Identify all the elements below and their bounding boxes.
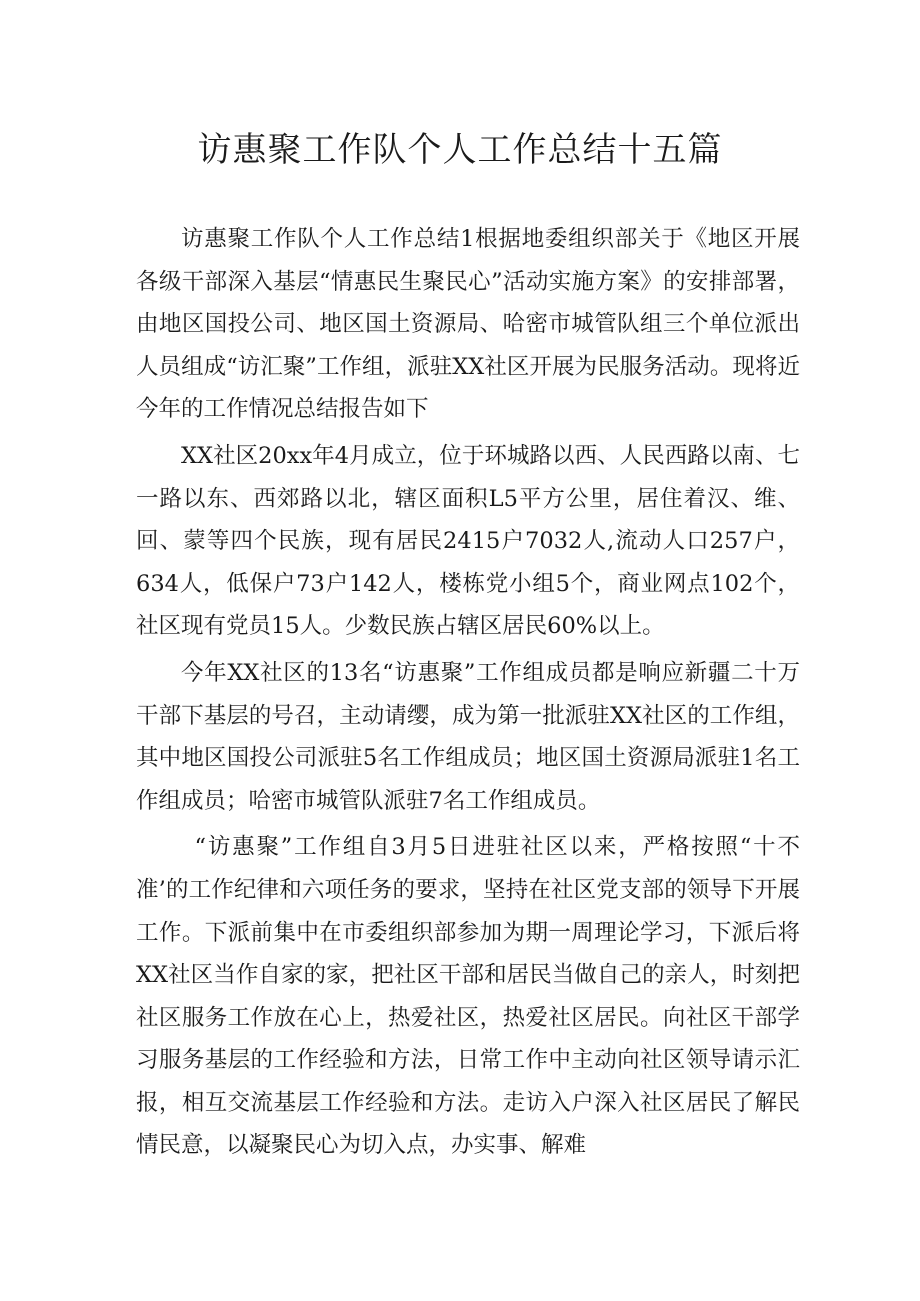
paragraph-1: 访惠聚工作队个人工作总结1根据地委组织部关于《地区开展各级干部深入基层“情惠民生聚民心”活动实施方案》的安排部署，由地区国投公司、地区国土资源局、哈密市城管队组三个单位派出人员组成“访汇聚”工作组，派驻XX社区开展为民服务活动。现将近今年的工作情况总结报告如下 — [136, 226, 800, 423]
document-body — [136, 218, 800, 1171]
paragraph-4: “访惠聚”工作组自3月5日进驻社区以来，严格按照“十不准’的工作纪律和六项任务的要求，坚持在社区党支部的领导下开展工作。下派前集中在市委组织部参加为期一周理论学习，下派后将XX社区当作自家的家，把社区干部和居民当做自己的亲人，时刻把社区服务工作放在心上，热爱社区，热爱社区居民。向社区干部学习服务基层的工作经验和方法，日常工作中主动向社区领导请示汇报，相互交流基层工作经验和方法。走访入户深入社区居民了解民情民意，以凝聚民心为切入点，办实事、解难 — [136, 834, 800, 1159]
paragraph-2: XX社区20xx年4月成立，位于环城路以西、人民西路以南、七一路以东、西郊路以北，辖区面积L5平方公里，居住着汉、维、回、蒙等四个民族，现有居民2415户7032人,流动人口257户，634人，低保户73户142人，楼栋党小组5个，商业网点102个，社区现有党员15人。少数民族占辖区居民60%以上。 — [136, 442, 800, 640]
paragraph-3: 今年XX社区的13名“访惠聚”工作组成员都是响应新疆二十万干部下基层的号召，主动请缨，成为第一批派驻XX社区的工作组，其中地区国投公司派驻5名工作组成员；地区国土资源局派驻1名工作组成员；哈密市城管队派驻7名工作组成员。 — [136, 659, 800, 814]
document-title: 访惠聚工作队个人工作总结十五篇 — [197, 130, 723, 170]
